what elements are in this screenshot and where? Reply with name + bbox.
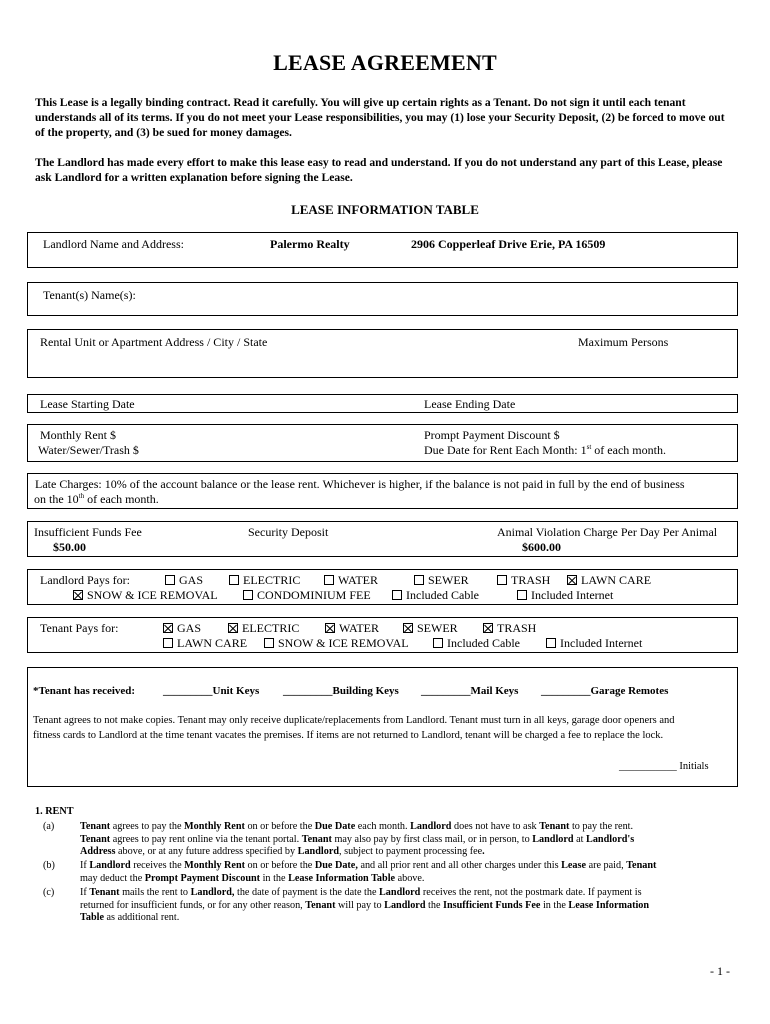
tenant-names-label: Tenant(s) Name(s): — [43, 288, 136, 302]
landlord-pays-row — [27, 569, 738, 605]
checkbox-checked-icon[interactable] — [483, 623, 493, 633]
checkbox-icon[interactable] — [392, 590, 402, 600]
document-title: LEASE AGREEMENT — [273, 50, 497, 75]
insufficient-funds-label: Insufficient Funds Fee — [34, 525, 142, 539]
checkbox-icon[interactable] — [243, 590, 253, 600]
animal-violation-value: $600.00 — [522, 540, 561, 554]
checkbox-icon[interactable] — [546, 638, 556, 648]
fees-row — [27, 521, 738, 557]
monthly-rent-label: Monthly Rent $ — [40, 428, 117, 442]
security-deposit-label: Security Deposit — [248, 525, 329, 539]
landlord-included-cable[interactable]: Included Cable — [392, 588, 479, 603]
rent-row — [27, 424, 738, 462]
landlord-address: 2906 Copperleaf Drive Erie, PA 16509 — [411, 237, 606, 251]
insufficient-funds-value: $50.00 — [53, 540, 86, 554]
late-charges-line-1: Late Charges: 10% of the account balance or the lease rent. Whichever is higher, if the balance is not paid in full by the end of business — [35, 477, 685, 491]
checkbox-icon[interactable] — [165, 575, 175, 585]
tenant-snow-ice[interactable]: SNOW & ICE REMOVAL — [264, 636, 409, 651]
lease-start-label: Lease Starting Date — [40, 397, 135, 411]
clause-c-label: (c) — [43, 887, 55, 898]
tenant-pays-row — [27, 617, 738, 653]
rent-due-date-label: Due Date for Rent Each Month: 1st of each month. — [424, 443, 666, 457]
clause-c-text: If Tenant mails the rent to Landlord, the date of payment is the date the Landlord receives the rent, not the postmark date. If payment is returned for insufficient funds, or for any other reason, Tenant will pay to Landlord the Insufficient Funds Fee in the Lease Information Table as additional rent. — [80, 887, 650, 924]
late-charges-line-2: on the 10th of each month. — [34, 492, 159, 506]
tenant-included-internet[interactable]: Included Internet — [546, 636, 642, 651]
clause-b-label: (b) — [43, 860, 55, 871]
rental-unit-row — [27, 329, 738, 378]
landlord-sewer[interactable]: SEWER — [414, 573, 469, 588]
tenant-water[interactable]: WATER — [325, 621, 379, 636]
lease-information-table-title: LEASE INFORMATION TABLE — [291, 202, 479, 217]
tenant-electric[interactable]: ELECTRIC — [228, 621, 299, 636]
tenant-sewer[interactable]: SEWER — [403, 621, 458, 636]
mail-keys-field[interactable]: _________Mail Keys — [421, 685, 519, 697]
water-sewer-trash-label: Water/Sewer/Trash $ — [38, 443, 139, 457]
maximum-persons-label: Maximum Persons — [578, 335, 669, 349]
landlord-lawn-care[interactable]: LAWN CARE — [567, 573, 651, 588]
checkbox-icon[interactable] — [497, 575, 507, 585]
landlord-condo-fee[interactable]: CONDOMINIUM FEE — [243, 588, 371, 603]
late-charges-row — [27, 473, 738, 509]
page-number: - 1 - — [710, 964, 730, 978]
clause-a-label: (a) — [43, 821, 55, 832]
tenant-lawn-care[interactable]: LAWN CARE — [163, 636, 247, 651]
checkbox-checked-icon[interactable] — [403, 623, 413, 633]
checkbox-icon[interactable] — [163, 638, 173, 648]
checkbox-checked-icon[interactable] — [163, 623, 173, 633]
tenant-pays-label: Tenant Pays for: — [40, 621, 119, 635]
checkbox-icon[interactable] — [264, 638, 274, 648]
checkbox-checked-icon[interactable] — [567, 575, 577, 585]
tenant-received-label: *Tenant has received: — [33, 685, 136, 697]
checkbox-icon[interactable] — [414, 575, 424, 585]
landlord-trash[interactable]: TRASH — [497, 573, 550, 588]
landlord-name: Palermo Realty — [270, 237, 350, 251]
landlord-label: Landlord Name and Address: — [43, 237, 184, 251]
keys-row — [27, 667, 738, 787]
landlord-included-internet[interactable]: Included Internet — [517, 588, 613, 603]
keys-note-line-1: Tenant agrees to not make copies. Tenant may only receive duplicate/replacements from Landlord. Tenant must turn in all keys, garage door openers and — [33, 715, 675, 726]
landlord-row — [27, 232, 738, 268]
rent-section — [35, 806, 735, 936]
tenant-included-cable[interactable]: Included Cable — [433, 636, 520, 651]
checkbox-icon[interactable] — [517, 590, 527, 600]
rent-section-heading: 1. RENT — [35, 806, 74, 817]
initials-field[interactable]: ___________ Initials — [619, 761, 709, 772]
lease-dates-row — [27, 394, 738, 413]
intro-paragraph-2: The Landlord has made every effort to make this lease easy to read and understand. If you do not understand any part of this Lease, please ask Landlord for a written explanation before signing the Lease. — [35, 156, 723, 184]
landlord-pays-label: Landlord Pays for: — [40, 573, 130, 587]
checkbox-icon[interactable] — [433, 638, 443, 648]
landlord-water[interactable]: WATER — [324, 573, 378, 588]
garage-remotes-field[interactable]: _________Garage Remotes — [541, 685, 669, 697]
landlord-gas[interactable]: GAS — [165, 573, 203, 588]
checkbox-checked-icon[interactable] — [73, 590, 83, 600]
unit-keys-field[interactable]: _________Unit Keys — [163, 685, 260, 697]
tenant-gas[interactable]: GAS — [163, 621, 201, 636]
landlord-electric[interactable]: ELECTRIC — [229, 573, 300, 588]
animal-violation-label: Animal Violation Charge Per Day Per Animal — [497, 525, 718, 539]
landlord-snow-ice[interactable]: SNOW & ICE REMOVAL — [73, 588, 218, 603]
intro-paragraph-1: This Lease is a legally binding contract. Read it carefully. You will give up certain rights as a Tenant. Do not sign it until each tenant understands all of its terms. If you do not meet your Lease responsibilities, you may (1) lose your Security Deposit, (2) be forced to move out of the property, and (3) be sued for money damages. — [35, 96, 725, 139]
lease-end-label: Lease Ending Date — [424, 397, 516, 411]
clause-b-text: If Landlord receives the Monthly Rent on or before the Due Date, and all prior rent and all other charges under this Lease are paid, Tenant may deduct the Prompt Payment Discount in the Lease Information Table above. — [80, 860, 657, 884]
checkbox-icon[interactable] — [229, 575, 239, 585]
keys-note-line-2: fitness cards to Landlord at the time tenant vacates the premises. If items are not returned to Landlord, tenant will be charged a fee to replace the lock. — [33, 730, 664, 741]
checkbox-checked-icon[interactable] — [325, 623, 335, 633]
checkbox-checked-icon[interactable] — [228, 623, 238, 633]
tenant-names-row — [27, 282, 738, 316]
building-keys-field[interactable]: _________Building Keys — [283, 685, 399, 697]
checkbox-icon[interactable] — [324, 575, 334, 585]
rental-unit-label: Rental Unit or Apartment Address / City / State — [40, 335, 268, 349]
prompt-payment-discount-label: Prompt Payment Discount $ — [424, 428, 560, 442]
clause-a-text: Tenant agrees to pay the Monthly Rent on or before the Due Date each month. Landlord does not have to ask Tenant to pay the rent. Tenant agrees to pay rent online via the tenant portal. Tenant may also pay by first class mail, or in person, to Landlord at Landlord's Address above, or at any future address specified by Landlord, subject to payment processing fee. — [80, 821, 635, 858]
tenant-trash[interactable]: TRASH — [483, 621, 536, 636]
